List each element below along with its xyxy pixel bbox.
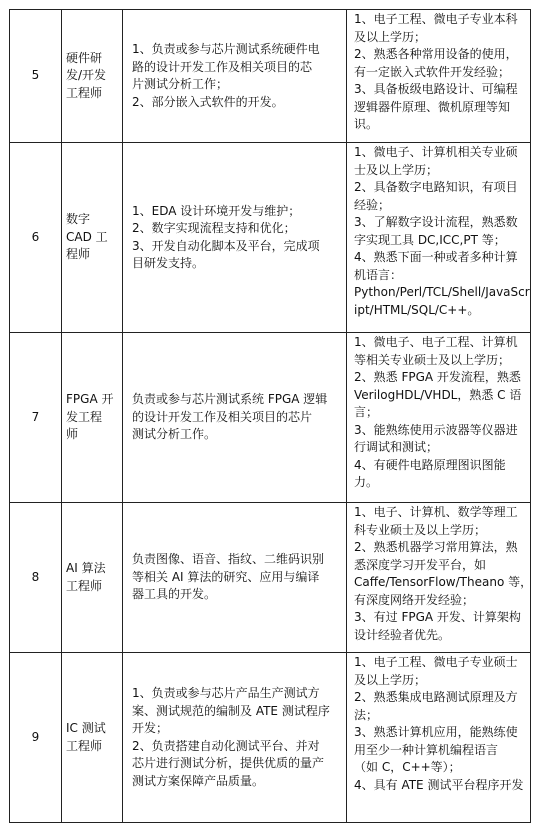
job-title-line: 工程师 xyxy=(66,578,103,593)
duty-line: 器工具的开发。 xyxy=(132,587,217,602)
duty-line: 路的设计开发工作及相关项目的芯 xyxy=(132,59,313,74)
job-title-line: AI 算法 xyxy=(66,561,106,575)
req-line: 等相关专业硕士及以上学历； xyxy=(354,352,511,367)
req-line: 2、熟悉 FPGA 开发流程，熟悉 xyxy=(354,370,521,384)
req-line: 识。 xyxy=(354,117,379,131)
req-line: 3、具备板级电路设计、可编程 xyxy=(354,82,518,96)
req-line: 用至少一种计算机编程语言 xyxy=(354,742,499,757)
duty-line: 芯片进行测试分析，提供优质的量产 xyxy=(132,756,325,770)
job-requirements xyxy=(347,143,531,333)
req-line: 3、能熟练使用示波器等仪器进 xyxy=(354,422,518,437)
job-duties xyxy=(123,10,347,143)
req-line: 1、微电子、计算机相关专业硕 xyxy=(354,145,518,159)
req-line: VerilogHDL/VHDL，熟悉 C 语 xyxy=(354,387,522,402)
table-row xyxy=(10,503,531,653)
job-title-line: FPGA 开 xyxy=(66,392,114,407)
job-title-line: IC 测试 xyxy=(66,721,106,735)
req-line: 2、熟悉各种常用设备的使用， xyxy=(354,47,518,61)
job-title-line: 硬件研 xyxy=(66,50,103,65)
job-duties xyxy=(123,653,347,823)
req-line: Python/Perl/TCL/Shell/JavaScr xyxy=(354,285,530,299)
duty-line: 2、数字实现流程支持和优化； xyxy=(132,221,296,235)
job-requirements xyxy=(347,653,531,823)
req-line: 行调试和测试； xyxy=(354,440,439,454)
req-line: 言； xyxy=(354,405,379,419)
row-number: 7 xyxy=(10,333,62,503)
req-line: 1、电子工程、微电子专业硕士 xyxy=(354,655,518,669)
table-row xyxy=(10,653,531,823)
duty-line: 负责或参与芯片测试系统 FPGA 逻辑 xyxy=(132,392,328,407)
job-title-line: 师 xyxy=(66,427,79,442)
req-line: 力。 xyxy=(354,475,379,489)
req-line: 3、了解数字设计流程，熟悉数 xyxy=(354,215,518,229)
req-line: 科专业硕士及以上学历； xyxy=(354,522,487,537)
req-line: 士及以上学历； xyxy=(354,162,439,177)
duty-line: 的设计开发工作及相关项目的芯片 xyxy=(132,409,313,424)
duty-line: 目研发支持。 xyxy=(132,256,205,270)
req-line: （如 C，C++等）； xyxy=(354,760,461,774)
duty-line: 测试分析工作。 xyxy=(132,427,217,442)
row-number: 8 xyxy=(10,503,62,653)
job-requirements xyxy=(347,10,531,143)
req-line: ipt/HTML/SQL/C++。 xyxy=(354,302,480,317)
job-title-line: 工程师 xyxy=(66,738,103,753)
duty-line: 2、部分嵌入式软件的开发。 xyxy=(132,94,284,109)
req-line: 4、具有 ATE 测试平台程序开发 xyxy=(354,777,524,792)
req-line: 机语言： xyxy=(354,267,403,282)
job-duties xyxy=(123,333,347,503)
duty-line: 开发； xyxy=(132,721,169,735)
row-number: 9 xyxy=(10,653,62,823)
duty-line: 1、EDA 设计环境开发与维护； xyxy=(132,203,301,218)
duty-line: 1、负责或参与芯片测试系统硬件电 xyxy=(132,42,320,56)
duty-line: 片测试分析工作； xyxy=(132,77,229,91)
req-line: 3、熟悉计算机应用，能熟练使 xyxy=(354,725,518,739)
req-line: 3、有过 FPGA 开发、计算架构 xyxy=(354,610,521,624)
job-title xyxy=(62,503,123,653)
req-line: 4、熟悉下面一种或者多种计算 xyxy=(354,250,518,264)
req-line: 逻辑器件原理、微机原理等知 xyxy=(354,99,511,114)
job-title-line: 程师 xyxy=(66,247,91,262)
table-row xyxy=(10,143,531,333)
job-title xyxy=(62,10,123,143)
job-table-body xyxy=(10,10,531,823)
req-line: 2、具备数字电路知识，有项目 xyxy=(354,180,518,194)
req-line: 有深度网络开发经验； xyxy=(354,592,475,607)
row-number: 5 xyxy=(10,10,62,143)
req-line: 1、电子、计算机、数学等理工 xyxy=(354,505,518,519)
req-line: 4、有硬件电路原理图识图能 xyxy=(354,457,506,472)
job-title-line: 发工程 xyxy=(66,409,103,424)
row-number: 6 xyxy=(10,143,62,333)
duty-line: 3、开发自动化脚本及平台，完成项 xyxy=(132,238,320,253)
duty-line: 1、负责或参与芯片产品生产测试方 xyxy=(132,686,320,700)
job-title-line: 工程师 xyxy=(66,85,103,100)
job-title xyxy=(62,653,123,823)
duty-line: 案、测试规范的编制及 ATE 测试程序 xyxy=(132,703,330,718)
req-line: 设计经验者优先。 xyxy=(354,627,451,642)
table-row xyxy=(10,10,531,143)
job-table xyxy=(9,9,531,823)
table-row xyxy=(10,333,531,503)
req-line: 1、电子工程、微电子专业本科 xyxy=(354,12,518,26)
req-line: 1、微电子、电子工程、计算机 xyxy=(354,335,518,349)
req-line: 2、熟悉集成电路测试原理及方 xyxy=(354,690,518,704)
req-line: Caffe/TensorFlow/Theano 等， xyxy=(354,575,533,589)
job-duties xyxy=(123,143,347,333)
job-duties xyxy=(123,503,347,653)
req-line: 有一定嵌入式软件开发经验； xyxy=(354,64,511,79)
job-title-line: 数字 xyxy=(66,212,91,227)
job-requirements xyxy=(347,333,531,503)
req-line: 经验； xyxy=(354,197,391,212)
req-line: 及以上学历； xyxy=(354,672,427,687)
req-line: 法； xyxy=(354,707,379,722)
duty-line: 负责图像、语音、指纹、二维码识别 xyxy=(132,552,325,567)
duty-line: 2、负责搭建自动化测试平台、并对 xyxy=(132,738,320,753)
job-title-line: 发/开发 xyxy=(66,68,107,83)
req-line: 2、熟悉机器学习常用算法，熟 xyxy=(354,540,518,554)
job-title xyxy=(62,143,123,333)
req-line: 悉深度学习开发平台，如 xyxy=(354,557,487,572)
req-line: 及以上学历； xyxy=(354,29,427,44)
duty-line: 等相关 AI 算法的研究、应用与编译 xyxy=(132,569,320,584)
job-title xyxy=(62,333,123,503)
duty-line: 测试方案保障产品质量。 xyxy=(132,773,265,788)
job-requirements xyxy=(347,503,531,653)
req-line: 字实现工具 DC,ICC,PT 等； xyxy=(354,232,506,247)
job-title-line: CAD 工 xyxy=(66,229,108,244)
